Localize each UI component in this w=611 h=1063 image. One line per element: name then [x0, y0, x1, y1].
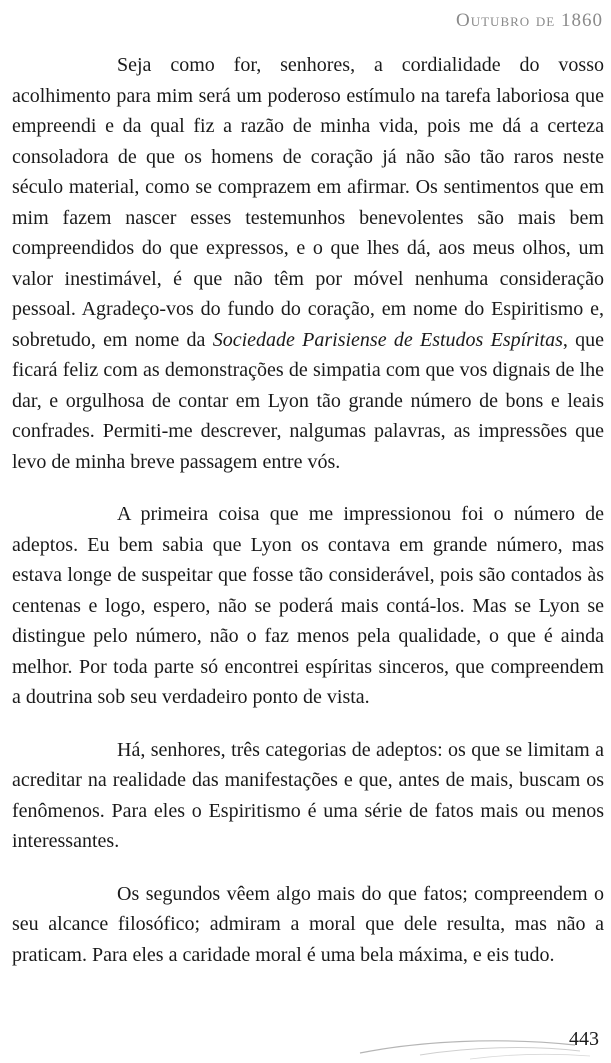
paragraph-text: , que ficará feliz com as demonstrações de simpatia com que vos dignais de lhe dar, e orgulhosa de contar em Lyon tão grande número de bons e leais confrades. Permiti-me descrever, nalgumas palavras, as impressões que levo de minha breve passagem entre vós.	[12, 328, 605, 473]
paragraph	[12, 50, 604, 477]
page-footer	[0, 1023, 611, 1063]
page-body	[12, 50, 604, 970]
page-number: 443	[569, 1028, 599, 1050]
swoosh-ornament	[0, 1023, 611, 1063]
paragraph: A primeira coisa que me impressionou foi o número de adeptos. Eu bem sabia que Lyon os contava em grande número, mas estava longe de suspeitar que fosse tão considerável, pois são contados às centenas e logo, espero, não se poderá mais contá-los. Mas se Lyon se distingue pelo número, não o faz menos pela qualidade, o que é ainda melhor. Por toda parte só encontrei espíritas sinceros, que compreendem a doutrina sob seu verdadeiro ponto de vista.	[12, 503, 604, 708]
paragraph: Os segundos vêem algo mais do que fatos; compreendem o seu alcance filosófico; admiram a moral que dele resulta, mas não a praticam. Para eles a caridade moral é uma bela máxima, e eis tudo.	[12, 882, 604, 966]
paragraph: Há, senhores, três categorias de adeptos: os que se limitam a acreditar na realidade das manifestações e que, antes de mais, buscam os fenômenos. Para eles o Espiritismo é uma série de fatos mais ou menos interessantes.	[12, 738, 604, 852]
italic-title: Sociedade Parisiense de Estudos Espíritas	[212, 328, 563, 351]
running-header: Outubro de 1860	[456, 10, 603, 31]
paragraph-text: Seja como for, senhores, a cordialidade do vosso acolhimento para mim será um poderoso estímulo na tarefa laboriosa que empreendi e da qual fiz a razão de minha vida, pois me dá a certeza consoladora de que os homens de coração já não são tão raros neste século material, como se comprazem em afirmar. Os sentimentos que em mim fazem nascer esses testemunhos benevolentes são mais bem compreendidos do que expressos, e o que lhes dá, aos meus olhos, um valor inestimável, é que não têm por móvel nenhuma consideração pessoal. Agradeço-vos do fundo do coração, em nome do Espiritismo e, sobretudo, em nome da	[12, 54, 604, 351]
